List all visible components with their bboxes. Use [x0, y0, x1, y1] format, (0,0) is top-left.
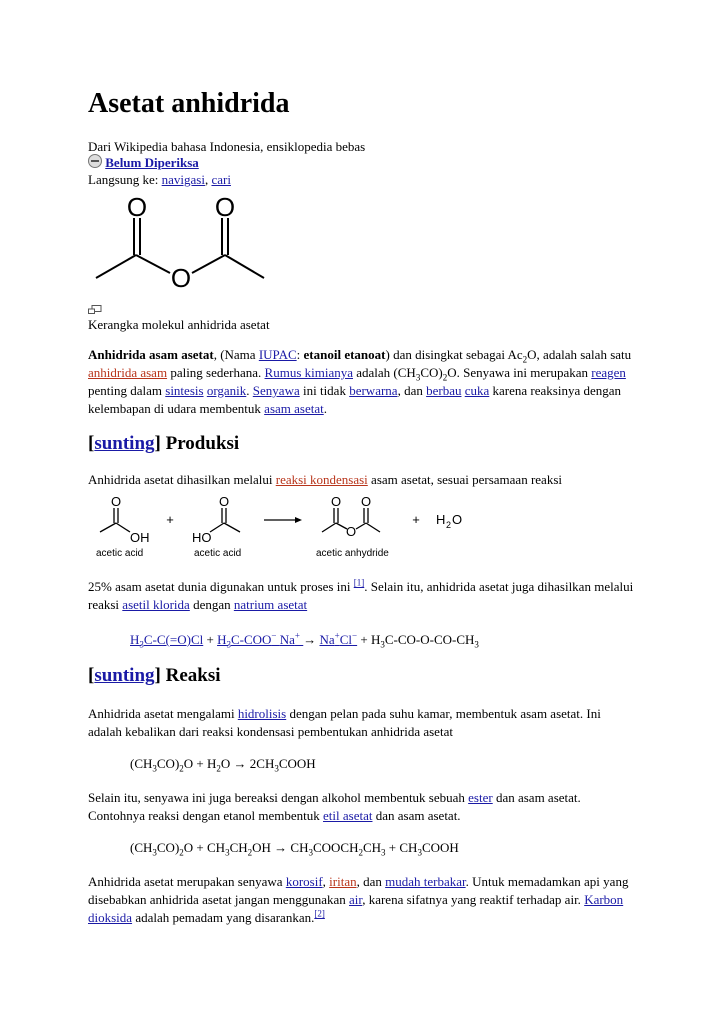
- reaksi-kondensasi-link[interactable]: reaksi kondensasi: [275, 472, 368, 487]
- plus: +: [203, 632, 218, 647]
- bond: [225, 255, 264, 278]
- intro-bold-term: Anhidrida asam asetat: [88, 347, 214, 362]
- review-status: [88, 154, 199, 171]
- equation-1: [130, 631, 479, 649]
- text: . Untuk memadamkan api yang disebabkan anhidrida asetat jangan menggunakan: [88, 874, 629, 907]
- jump-search-link[interactable]: cari: [211, 172, 231, 187]
- acetate-formula-link[interactable]: $H_3C-COO^-$: [217, 630, 277, 650]
- enlarge-icon[interactable]: [88, 305, 102, 314]
- edit-section-link[interactable]: sunting: [94, 665, 155, 686]
- jump-separator: ,: [204, 172, 209, 187]
- sintesis-link[interactable]: sintesis: [165, 383, 204, 398]
- sodium-chloride-link[interactable]: Na+Cl−: [319, 630, 358, 647]
- reaction-arrow: →: [303, 632, 320, 647]
- text: dan asam asetat. Contohnya reaksi dengan etanol membentuk: [88, 790, 581, 823]
- asetil-klorida-link[interactable]: asetil klorida: [122, 597, 190, 612]
- iritan-link[interactable]: iritan: [329, 874, 357, 889]
- equation-2: $(CH_3CO)_2O + H_2O$ → $2CH_3COOH$: [130, 756, 316, 774]
- bond: [366, 523, 380, 532]
- cuka-link[interactable]: cuka: [464, 383, 490, 398]
- text: dan asam asetat.: [372, 808, 461, 823]
- equation-3: $(CH_3CO)_2O + CH_3CH_2OH$ → $CH_3COOCH_2CH_3$ + $CH_3COOH$: [130, 840, 459, 858]
- section-title: Produksi: [160, 433, 240, 454]
- text: , dan: [397, 383, 427, 398]
- intro-paragraph: [88, 346, 636, 418]
- atom-label: O: [345, 524, 357, 539]
- text: CO): [420, 365, 443, 380]
- oxygen-atom-label: O: [170, 263, 192, 293]
- korosif-link[interactable]: korosif: [285, 874, 323, 889]
- oxygen-atom-label: O: [214, 192, 236, 222]
- plus-sign: +: [166, 512, 174, 527]
- produksi-paragraph-1: [88, 471, 636, 489]
- jump-prefix: Langsung ke:: [88, 172, 159, 187]
- review-status-icon: [88, 154, 102, 168]
- text: ini tidak: [299, 383, 350, 398]
- iupac-link[interactable]: IUPAC: [258, 347, 297, 362]
- text: 25% asam asetat dunia digunakan untuk proses ini: [88, 579, 354, 594]
- section-heading-produksi: [88, 432, 239, 456]
- jump-links: [88, 171, 231, 188]
- review-status-link[interactable]: Belum Diperiksa: [105, 155, 199, 170]
- reference-link[interactable]: [1]: [353, 577, 365, 588]
- bracket: ]: [154, 665, 161, 686]
- text: , dan: [356, 874, 386, 889]
- reaksi-paragraph-3: [88, 873, 636, 927]
- text: Anhidrida asetat merupakan senyawa: [88, 874, 286, 889]
- ester-link[interactable]: ester: [468, 790, 493, 805]
- text: ,: [322, 874, 330, 889]
- reaction-scheme-image: [90, 494, 480, 560]
- produksi-paragraph-2: [88, 578, 636, 614]
- text: Selain itu, senyawa ini juga bereaksi dengan alkohol membentuk sebuah: [88, 790, 469, 805]
- section-heading-reaksi: [88, 664, 221, 688]
- text: karena reaksinya dengan kelembapan di udara membentuk: [88, 383, 622, 416]
- subscript: 2: [522, 354, 528, 365]
- bond: [136, 255, 170, 273]
- text: Anhidrida asetat dihasilkan melalui: [88, 472, 276, 487]
- anhidrida-asam-link[interactable]: anhidrida asam: [88, 365, 168, 380]
- text: . Selain itu, anhidrida asetat juga dihasilkan melalui reaksi: [88, 579, 634, 612]
- image-caption: Kerangka molekul anhidrida asetat: [88, 317, 270, 332]
- sodium-ion-link[interactable]: Na+: [279, 630, 300, 647]
- water-o: O: [452, 512, 463, 527]
- anhydride-formula: $H_3C-CO-O-CO-CH_3$: [370, 632, 479, 650]
- subscript: 2: [442, 372, 448, 383]
- text: asam asetat, sesuai persamaan reaksi: [367, 472, 562, 487]
- bond: [116, 523, 130, 532]
- compound-label: acetic acid: [96, 548, 144, 559]
- hidrolisis-link[interactable]: hidrolisis: [237, 706, 287, 721]
- compound-label: acetic acid: [194, 548, 242, 559]
- text: O. Senyawa ini merupakan: [447, 365, 592, 380]
- text: .: [323, 401, 327, 416]
- text: dengan: [189, 597, 234, 612]
- bond: [356, 523, 366, 529]
- atom-label: HO: [192, 530, 212, 545]
- rumus-kimia-link[interactable]: Rumus kimianya: [264, 365, 353, 380]
- text: .: [246, 383, 253, 398]
- atom-label: O: [330, 494, 342, 509]
- reference-link[interactable]: [2]: [314, 908, 325, 919]
- text: adalah pemadam yang disarankan.: [132, 910, 315, 925]
- bond: [96, 255, 136, 278]
- reaksi-paragraph-2: [88, 789, 636, 825]
- arrow-head: [295, 517, 302, 523]
- section-title: Reaksi: [160, 665, 221, 686]
- acetyl-chloride-formula-link[interactable]: $H_3C-C(=O)Cl$: [130, 632, 204, 650]
- atom-label: O: [360, 494, 372, 509]
- atom-label: O: [218, 494, 230, 509]
- reaksi-paragraph-1: [88, 705, 636, 741]
- text: paling sederhana.: [167, 365, 265, 380]
- text: :: [296, 347, 304, 362]
- bond: [210, 523, 224, 532]
- edit-section-link[interactable]: sunting: [94, 433, 155, 454]
- karbon-dioksida-link[interactable]: Karbon dioksida: [88, 892, 624, 925]
- compound-label: acetic anhydride: [316, 548, 389, 559]
- berbau-link[interactable]: berbau: [426, 383, 462, 398]
- plus-sign: +: [412, 512, 420, 527]
- berwarna-link[interactable]: berwarna: [349, 383, 398, 398]
- text: adalah (CH: [353, 365, 416, 380]
- senyawa-link[interactable]: Senyawa: [252, 383, 300, 398]
- tagline: Dari Wikipedia bahasa Indonesia, ensiklopedia bebas: [88, 139, 366, 154]
- organik-link[interactable]: organik: [206, 383, 247, 398]
- text: penting dalam: [88, 383, 166, 398]
- text: Anhidrida asetat mengalami: [88, 706, 238, 721]
- atom-label: O: [110, 494, 122, 509]
- atom-label: OH: [130, 530, 150, 545]
- water-h: H: [436, 512, 446, 527]
- jump-navigation-link[interactable]: navigasi: [161, 172, 205, 187]
- oxygen-atom-label: O: [126, 192, 148, 222]
- text: , (Nama: [213, 347, 259, 362]
- bracket: [: [88, 665, 95, 686]
- acetic-anhydride-structure-image: [90, 188, 280, 296]
- bond: [322, 523, 336, 532]
- asam-asetat-link[interactable]: asam asetat: [264, 401, 324, 416]
- plus: +: [357, 632, 371, 647]
- air-link[interactable]: air: [349, 892, 363, 907]
- bond: [100, 523, 116, 532]
- natrium-asetat-link[interactable]: natrium asetat: [233, 597, 308, 612]
- water-subscript: 2: [446, 520, 452, 530]
- bond: [224, 523, 240, 532]
- bracket: ]: [154, 433, 161, 454]
- text: dengan pelan pada suhu kamar, membentuk asam asetat. Ini adalah kebalikan dari reaksi kondensasi pembentukan anhidrida asetat: [88, 706, 601, 739]
- subscript: 3: [415, 372, 421, 383]
- mudah-terbakar-link[interactable]: mudah terbakar: [385, 874, 466, 889]
- reagen-link[interactable]: reagen: [591, 365, 626, 380]
- bond: [192, 255, 225, 273]
- text: ) dan disingkat sebagai Ac: [385, 347, 523, 362]
- bracket: [: [88, 433, 95, 454]
- text: O, adalah salah satu: [527, 347, 632, 362]
- intro-iupac-name: etanoil etanoat: [303, 347, 386, 362]
- etil-asetat-link[interactable]: etil asetat: [323, 808, 373, 823]
- text: , karena sifatnya yang reaktif terhadap air.: [362, 892, 585, 907]
- page-title: Asetat anhidrida: [88, 88, 290, 119]
